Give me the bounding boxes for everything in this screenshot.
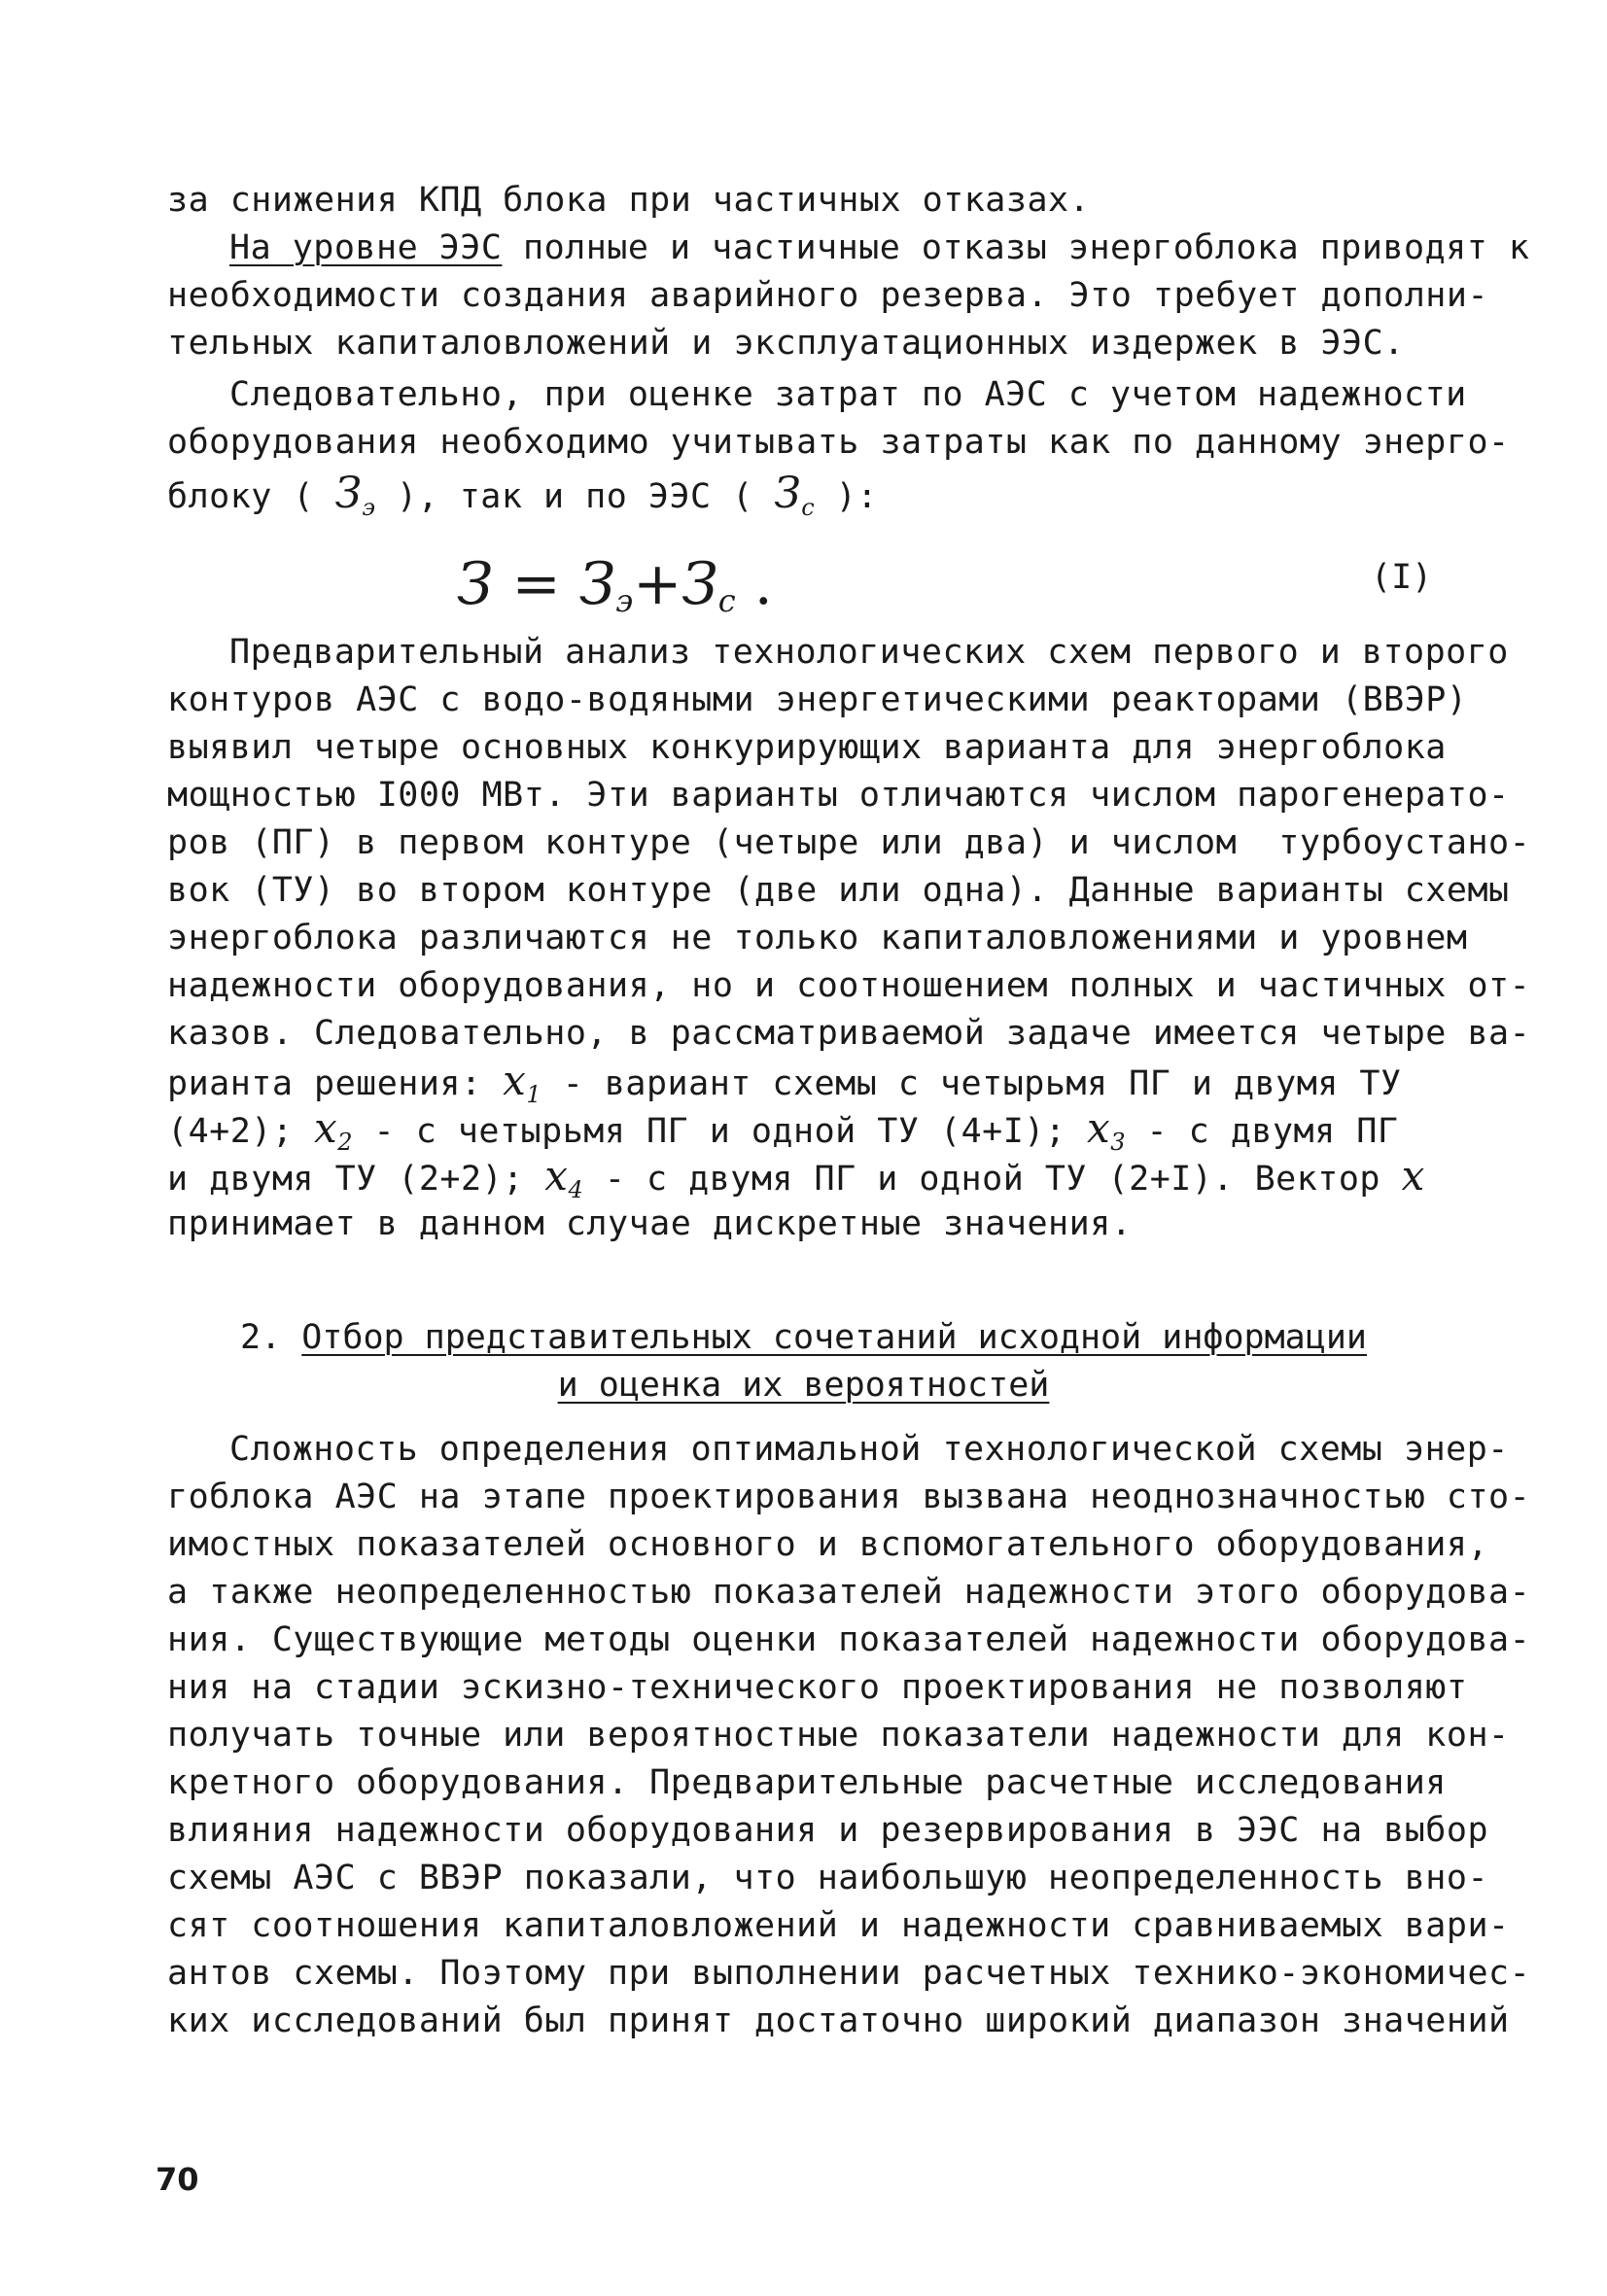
text-span: - с двумя ПГ [1125, 1112, 1399, 1151]
formula-plus: + [633, 550, 682, 618]
text-span: (4+2); [167, 1112, 315, 1151]
text-line: ния на стадии эскизно-технического проектирования не позволяют [167, 1668, 1468, 1707]
text-line: надежности оборудования, но и соотношением полных и частичных от- [167, 966, 1531, 1005]
subscript: 4 [568, 1176, 584, 1203]
text-span: ), так и по ЭЭС ( [375, 477, 775, 516]
page-number: 70 [156, 2161, 199, 2198]
text-line: энергоблока различаются не только капиталовложениями и уровнем [167, 919, 1468, 957]
text-line: антов схемы. Поэтому при выполнении расчетных технико-экономичес- [167, 1954, 1531, 1993]
text-span: - с двумя ПГ и одной ТУ (2+I). Вектор [583, 1160, 1402, 1199]
text-line: влияния надежности оборудования и резервирования в ЭЭС на выбор [167, 1811, 1489, 1850]
formula-dot: . [735, 550, 773, 618]
text-line: казов. Следовательно, в рассматриваемой задаче имеется четыре ва- [167, 1014, 1531, 1053]
text-line: принимает в данном случае дискретные значения. [167, 1204, 1133, 1243]
formula-subscript: э [615, 582, 634, 619]
formula-equals: = [493, 550, 579, 618]
text-line: ких исследований был принят достаточно широкий диапазон значений [167, 2001, 1510, 2040]
text-line: необходимости создания аварийного резерва. Это требует дополни- [167, 276, 1489, 315]
underlined-phrase: На уровне ЭЭС [229, 228, 503, 267]
text-line: выявил четыре основных конкурирующих варианта для энергоблока [167, 728, 1447, 767]
text-line: Сложность определения оптимальной технологической схемы энер- [229, 1430, 1509, 1469]
text-span: и двумя ТУ (2+2); [167, 1160, 545, 1199]
variable-x2: x [314, 1104, 338, 1152]
formula-lhs: З [457, 550, 494, 618]
variable-x-vector: x [1401, 1152, 1425, 1200]
text-line: вок (ТУ) во втором контуре (две или одна). Данные варианты схемы [167, 871, 1510, 910]
text-line [167, 469, 1450, 521]
section-title-line2: и оценка их вероятностей [557, 1366, 1050, 1405]
section-title-line1: Отбор представительных сочетаний исходной информации [301, 1318, 1367, 1357]
subscript: 2 [337, 1129, 353, 1156]
formula-subscript: с [717, 582, 736, 619]
text-line: ния. Существующие методы оценки показателей надежности оборудова- [167, 1620, 1531, 1659]
subscript: 3 [1110, 1129, 1126, 1156]
text-line: а также неопределенностью показателей надежности этого оборудова- [167, 1573, 1531, 1612]
subscript-e: э [362, 494, 376, 521]
formula-term: З [578, 550, 616, 618]
section-heading [0, 1362, 1607, 1409]
text-span: - вариант схемы с четырьмя ПГ и двумя ТУ [541, 1064, 1402, 1103]
text-line: Следовательно, при оценке затрат по АЭС с учетом надежности [229, 375, 1467, 414]
text-line [167, 1152, 1450, 1203]
text-line: тельных капиталовложений и эксплуатационных издержек в ЭЭС. [167, 324, 1405, 363]
text-line: сят соотношения капиталовложений и надежности сравниваемых вари- [167, 1906, 1510, 1945]
text-line: схемы АЭС с ВВЭР показали, что наибольшую неопределенность вно- [167, 1859, 1489, 1897]
text-line: оборудования необходимо учитывать затраты как по данному энерго- [167, 423, 1510, 462]
formula [457, 549, 773, 636]
variable-x3: x [1087, 1104, 1111, 1152]
symbol-z: З [774, 469, 802, 518]
text-line [229, 225, 1530, 271]
symbol-z: З [334, 469, 363, 518]
text-line: ров (ПГ) в первом контуре (четыре или два) и числом турбоустано- [167, 823, 1531, 862]
text-line: имостных показателей основного и вспомогательного оборудования, [167, 1525, 1489, 1564]
text-line: Предварительный анализ технологических схем первого и второго [229, 633, 1509, 672]
text-span: рианта решения: [167, 1064, 504, 1103]
equation-number: (I) [1371, 558, 1433, 597]
text-span: блоку ( [167, 477, 335, 516]
text-span: ): [815, 477, 878, 516]
formula-term: З [681, 550, 718, 618]
variable-x1: x [503, 1057, 527, 1104]
text-line [167, 1057, 1450, 1108]
text-line [167, 1104, 1450, 1156]
text-line: гоблока АЭС на этапе проектирования вызвана неоднозначностью сто- [167, 1478, 1531, 1516]
section-number: 2. [240, 1318, 302, 1357]
variable-x4: x [544, 1152, 569, 1200]
subscript-c: с [801, 494, 816, 521]
text-line: мощностью I000 МВт. Эти варианты отличаются числом парогенерато- [167, 776, 1510, 815]
text-span: полные и частичные отказы энергоблока приводят к [502, 228, 1530, 267]
subscript: 1 [526, 1081, 542, 1108]
text-line: кретного оборудования. Предварительные расчетные исследования [167, 1763, 1447, 1802]
text-line: получать точные или вероятностные показатели надежности для кон- [167, 1716, 1510, 1755]
section-heading [0, 1314, 1607, 1361]
text-span: - с четырьмя ПГ и одной ТУ (4+I); [352, 1112, 1087, 1151]
text-line: контуров АЭС с водо-водяными энергетическими реакторами (ВВЭР) [167, 680, 1468, 719]
text-line: за снижения КПД блока при частичных отказах. [167, 181, 1091, 220]
